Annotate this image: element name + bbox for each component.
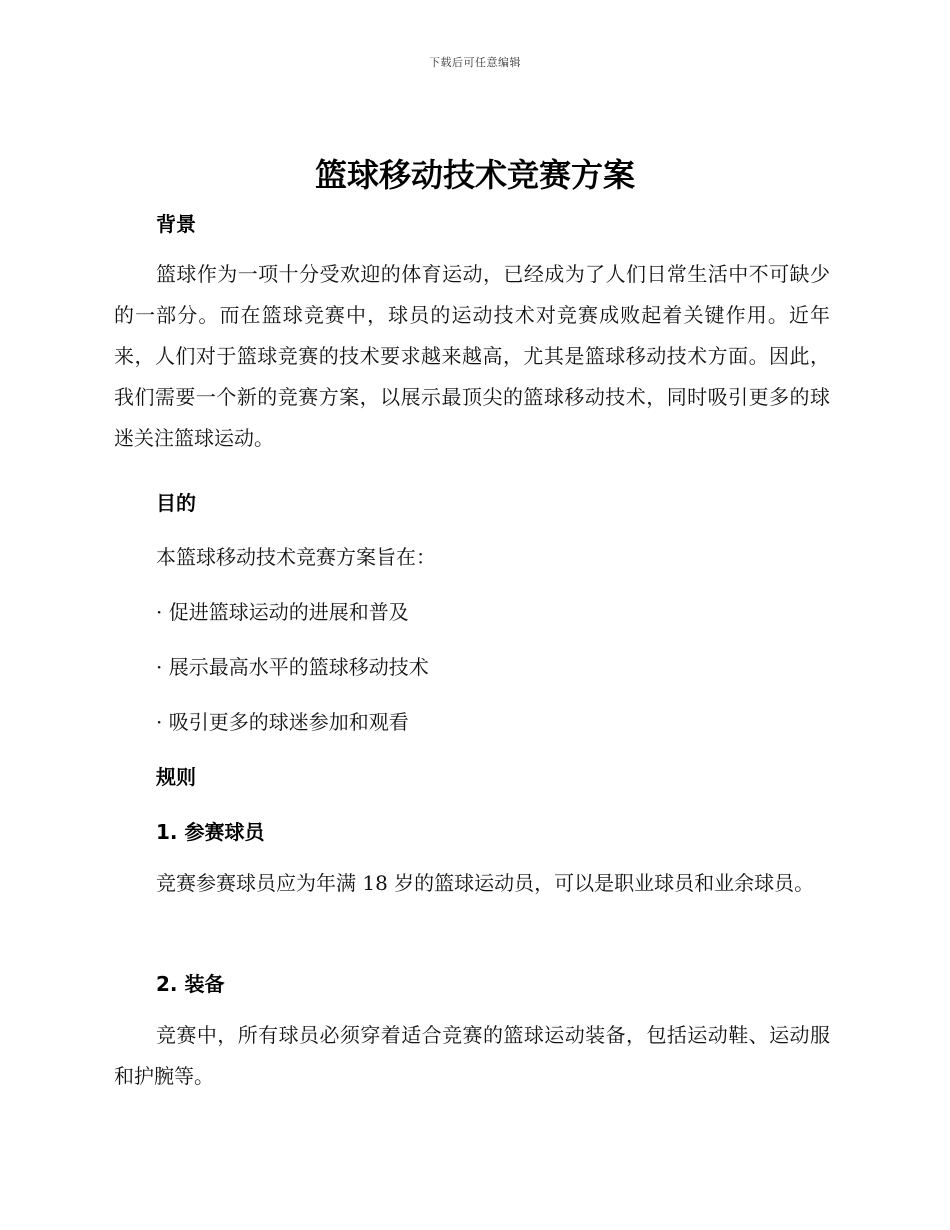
list-item: · 促进篮球运动的进展和普及 — [156, 600, 409, 624]
list-item: · 展示最高水平的篮球移动技术 — [156, 655, 429, 679]
paragraph-background: 篮球作为一项十分受欢迎的体育运动，已经成为了人们日常生活中不可缺少的一部分。而在篮球竞赛中，球员的运动技术对竞赛成败起着关键作用。近年来，人们对于篮球竞赛的技术要求越来越高，尤其是篮球移动技术方面。因此，我们需要一个新的竞赛方案，以展示最顶尖的篮球移动技术，同时吸引更多的球迷关注篮球运动。 — [114, 262, 830, 450]
subsection-heading-players: 1. 参赛球员 — [156, 820, 265, 844]
subsection-heading-equipment: 2. 装备 — [156, 972, 225, 996]
document-title: 篮球移动技术竞赛方案 — [314, 156, 635, 194]
header-note: 下载后可任意编辑 — [429, 56, 521, 69]
section-heading-background: 背景 — [156, 212, 196, 236]
paragraph-players: 竞赛参赛球员应为年满 18 岁的篮球运动员，可以是职业球员和业余球员。 — [156, 871, 815, 895]
section-heading-rules: 规则 — [156, 765, 196, 789]
purpose-intro: 本篮球移动技术竞赛方案旨在： — [156, 545, 436, 569]
list-item: · 吸引更多的球迷参加和观看 — [156, 710, 409, 734]
paragraph-equipment: 竞赛中，所有球员必须穿着适合竞赛的篮球运动装备，包括运动鞋、运动服和护腕等。 — [114, 1023, 830, 1088]
section-heading-purpose: 目的 — [156, 491, 196, 515]
